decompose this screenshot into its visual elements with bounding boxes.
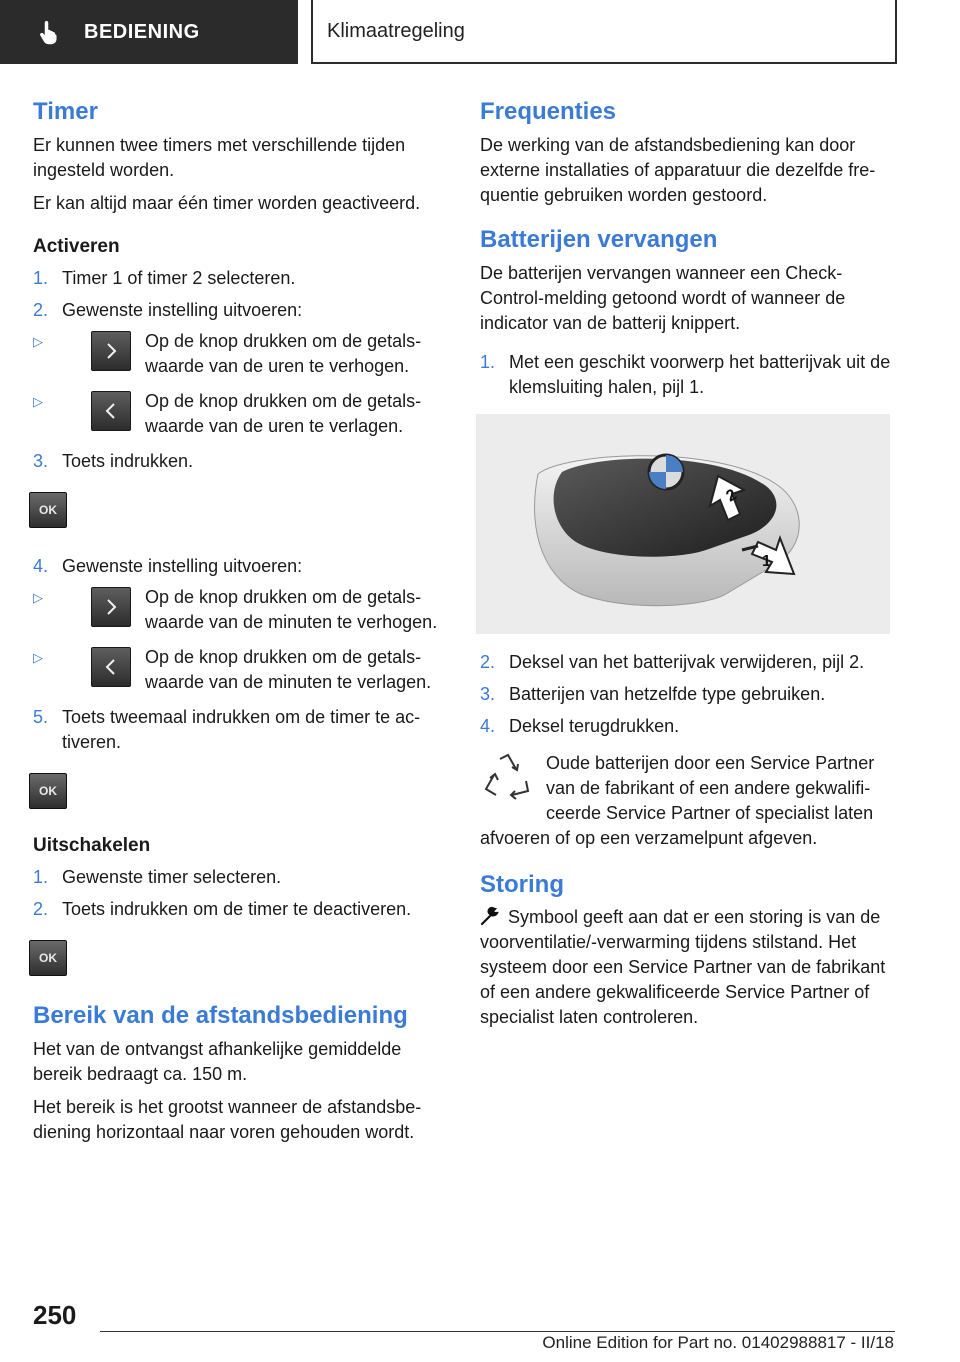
sub-item: ▷ Op de knop drukken om de getalswaarde van de uren te verlagen.: [33, 390, 422, 436]
hand-pointer-icon: [36, 18, 64, 46]
deactivate-heading: Uitschakelen: [33, 834, 151, 856]
battery-heading: Batterijen vervangen: [480, 225, 718, 253]
step-number: 2.: [480, 651, 496, 672]
deactivate-steps: [33, 865, 447, 922]
activate-steps: [33, 266, 447, 474]
ok-button[interactable]: OK: [29, 492, 67, 528]
list-item: 5. Toets tweemaal indrukken om de timer te activeren.: [33, 706, 421, 752]
chevron-left-icon: [101, 657, 121, 677]
frequencies-heading: Frequenties: [480, 98, 617, 125]
footer-edition: Online Edition for Part no. 01402988817 - II/18: [542, 1333, 894, 1352]
step-number: 4.: [33, 555, 49, 576]
key-fob-illustration: [476, 414, 890, 634]
recycle-note: [480, 751, 896, 851]
page-header: [0, 0, 960, 66]
triangle-bullet-icon: ▷: [33, 393, 43, 409]
sub-item: ▷ Op de knop drukken om de getalswaarde van de minuten te verlagen.: [33, 646, 432, 692]
step-number: 1.: [480, 351, 496, 372]
battery-steps: [480, 350, 896, 400]
list-item: 1. Met een geschikt voorwerp het batterijvak uit de klemsluiting halen, pijl 1.: [480, 351, 891, 397]
arrow-label-1: 1: [762, 552, 771, 570]
chevron-right-icon: [101, 341, 121, 361]
triangle-bullet-icon: ▷: [33, 649, 43, 665]
ok-button[interactable]: OK: [29, 773, 67, 809]
list-item: 1. Gewenste timer selecteren.: [33, 865, 447, 890]
range-paragraph-1: Het van de ontvangst afhankelijke gemiddelde bereik bedraagt ca. 150 m.: [33, 1038, 402, 1084]
list-item: 3. Batterijen van hetzelfde type gebruiken.: [480, 682, 896, 707]
list-item: 2. Gewenste instelling uitvoeren: ▷ Op de knop drukken om de getalswaarde van de uren te verhogen. ▷ Op de knop drukken om de getalswaarde van de uren te verlagen.: [33, 298, 447, 439]
chevron-left-button[interactable]: [91, 391, 131, 431]
chevron-left-button[interactable]: [91, 647, 131, 687]
fault-paragraph: Symbool geeft aan dat er een storing is van de voorventilatie/-verwarming tijdens stilstand. Het systeem door een Service Partner van de fabrikant of een andere gekwalificeerde Service Partner of specialist laten controleren.: [480, 907, 886, 1028]
frequencies-paragraph: De werking van de afstandsbediening kan door externe installaties of apparatuur die dezelfde frequentie gebruiken worden gestoord.: [480, 134, 876, 205]
step-number: 3.: [33, 450, 49, 471]
step-number: 2.: [33, 898, 49, 919]
chevron-left-icon: [101, 401, 121, 421]
step-number: 1.: [33, 267, 49, 288]
page-number: 250: [33, 1300, 77, 1330]
battery-steps-cont: [480, 650, 896, 739]
activate-steps-cont: [33, 554, 447, 755]
list-item: 1. Timer 1 of timer 2 selecteren.: [33, 266, 447, 291]
battery-paragraph: De batterijen vervangen wanneer een Check-Control-melding getoond wordt of wanneer de indicator van de batterij knippert.: [480, 262, 846, 333]
range-heading: Bereik van de afstandsbediening: [33, 1001, 408, 1029]
sub-item: ▷ Op de knop drukken om de getalswaarde van de uren te verhogen.: [33, 330, 422, 376]
list-item: 2. Toets indrukken om de timer te deactiveren.: [33, 897, 447, 922]
ok-button[interactable]: OK: [29, 940, 67, 976]
fault-heading: Storing: [480, 870, 564, 898]
list-item: 2. Deksel van het batterijvak verwijderen, pijl 2.: [480, 650, 896, 675]
timer-heading: Timer: [33, 98, 98, 125]
chapter-tab: [311, 0, 897, 64]
recycle-icon: [482, 751, 532, 805]
recycle-paragraph: Oude batterijen door een Service Partner van de fabrikant of een andere gekwalificeerde Service Partner of specialist laten afvoeren of op een verzamelpunt afgeven.: [480, 752, 875, 848]
right-column: [480, 98, 896, 1038]
footer-divider: [100, 1331, 895, 1332]
chevron-right-button[interactable]: [91, 331, 131, 371]
list-item: 3. Toets indrukken.: [33, 449, 447, 474]
step-number: 3.: [480, 683, 496, 704]
chevron-right-button[interactable]: [91, 587, 131, 627]
list-item: 4. Gewenste instelling uitvoeren: ▷ Op de knop drukken om de getalswaarde van de minuten te verhogen. ▷ Op de knop drukken om de getalswaarde van de minuten te verlagen.: [33, 554, 447, 695]
timer-paragraph-1: Er kunnen twee timers met verschillende tijden ingesteld worden.: [33, 134, 406, 180]
step-number: 2.: [33, 299, 49, 320]
timer-paragraph-2: Er kan altijd maar één timer worden geactiveerd.: [33, 192, 421, 213]
triangle-bullet-icon: ▷: [33, 333, 43, 349]
sub-list: [33, 329, 447, 439]
step-number: 4.: [480, 715, 496, 736]
triangle-bullet-icon: ▷: [33, 589, 43, 605]
section-tab: [0, 0, 298, 64]
sub-list: [33, 585, 447, 695]
chapter-title: Klimaatregeling: [327, 19, 465, 42]
range-paragraph-2: Het bereik is het grootst wanneer de afstandsbediening horizontaal naar voren gehouden wordt.: [33, 1096, 422, 1142]
left-column: [33, 98, 447, 1153]
step-number: 1.: [33, 866, 49, 887]
activate-heading: Activeren: [33, 235, 120, 257]
arrow-label-2: 2: [723, 485, 740, 506]
section-title: BEDIENING: [84, 20, 200, 43]
sub-item: ▷ Op de knop drukken om de getalswaarde van de minuten te verhogen.: [33, 586, 438, 632]
chevron-right-icon: [101, 597, 121, 617]
list-item: 4. Deksel terugdrukken.: [480, 714, 896, 739]
wrench-icon: [480, 906, 500, 926]
key-fob-image: [476, 414, 890, 634]
step-number: 5.: [33, 706, 49, 727]
